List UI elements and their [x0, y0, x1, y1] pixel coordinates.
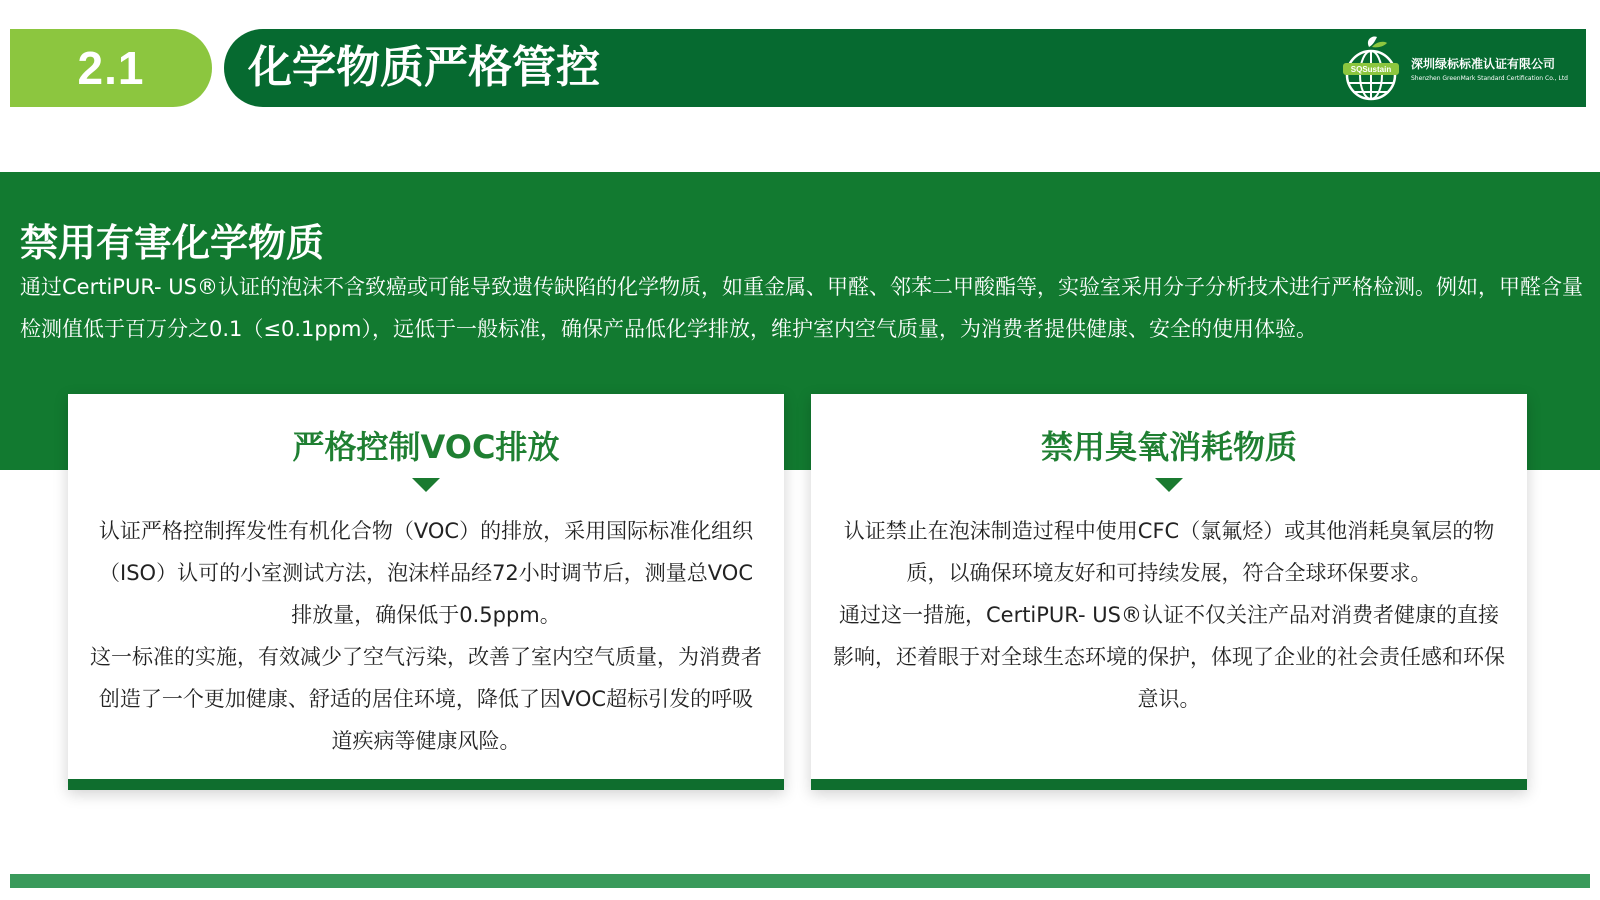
card-title: 严格控制VOC排放 — [292, 428, 560, 466]
logo-company-cn: 深圳绿标标准认证有限公司 — [1410, 56, 1555, 71]
card-body — [833, 510, 1505, 720]
down-arrow-icon — [1155, 478, 1183, 492]
logo-text — [1411, 55, 1568, 82]
card-paragraph: 通过这一措施，CertiPUR- US®认证不仅关注产品对消费者健康的直接影响，还着眼于对全球生态环境的保护，体现了企业的社会责任感和环保意识。 — [833, 603, 1505, 711]
title-bar — [224, 29, 1586, 107]
card-title: 禁用臭氧消耗物质 — [1040, 428, 1297, 466]
logo-brand-text: SQSustain — [1350, 65, 1392, 74]
section-number: 2.1 — [77, 42, 145, 94]
intro-paragraph: 通过CertiPUR- US®认证的泡沫不含致癌或可能导致遗传缺陷的化学物质，如重金属、甲醛、邻苯二甲酸酯等，实验室采用分子分析技术进行严格检测。例如，甲醛含量检测值低于百万分之0.1（≤0.1ppm），远低于一般标准，确保产品低化学排放，维护室内空气质量，为消费者提供健康、安全的使用体验。 — [20, 275, 1584, 341]
card-ozone — [811, 394, 1527, 790]
logo-company-en: Shenzhen GreenMark Standard Certification Co., Ltd — [1410, 74, 1568, 82]
card-body — [90, 510, 762, 762]
bottom-divider — [10, 874, 1590, 888]
card-voc — [68, 394, 784, 790]
card-paragraph: 认证禁止在泡沫制造过程中使用CFC（氯氟烃）或其他消耗臭氧层的物质，以确保环境友好和可持续发展，符合全球环保要求。 — [843, 519, 1495, 585]
card-paragraph: 这一标准的实施，有效减少了空气污染，改善了室内空气质量，为消费者创造了一个更加健康、舒适的居住环境，降低了因VOC超标引发的呼吸道疾病等健康风险。 — [90, 645, 762, 753]
card-paragraph: 认证严格控制挥发性有机化合物（VOC）的排放，采用国际标准化组织（ISO）认可的小室测试方法，泡沫样品经72小时调节后，测量总VOC排放量，确保低于0.5ppm。 — [98, 519, 754, 627]
intro-heading: 禁用有害化学物质 — [20, 221, 325, 265]
down-arrow-icon — [412, 478, 440, 492]
page-title: 化学物质严格管控 — [248, 42, 600, 93]
globe-leaf-logo-icon — [1339, 35, 1403, 101]
section-number-tab — [10, 29, 212, 107]
company-logo — [1339, 35, 1568, 101]
